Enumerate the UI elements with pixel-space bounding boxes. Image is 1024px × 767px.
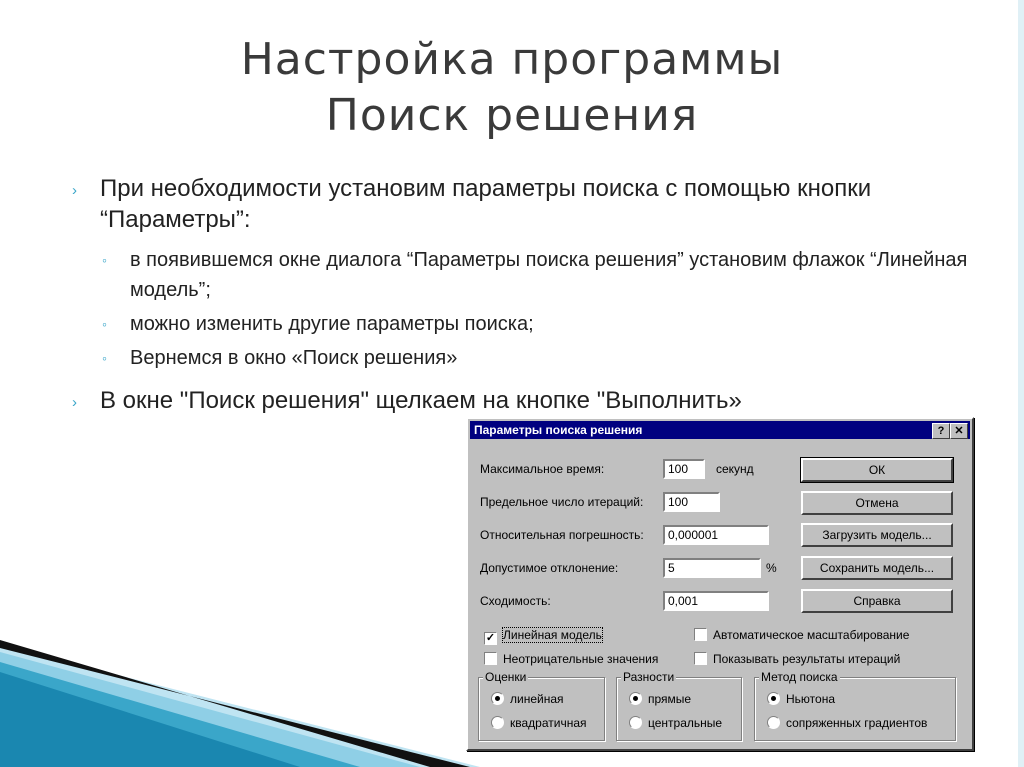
iterations-input[interactable]: 100: [663, 492, 720, 512]
subbullet-item-3: [72, 343, 972, 373]
radio-selected-icon: [491, 692, 504, 705]
derivatives-group-title: Разности: [623, 670, 675, 684]
linear-model-checkbox[interactable]: [484, 628, 602, 645]
method-newton-label: Ньютона: [786, 692, 835, 706]
bullet-arrow-icon: ›: [72, 394, 77, 411]
autoscale-label: Автоматическое масштабирование: [713, 628, 910, 642]
bullet-circle-icon: ◦: [102, 316, 107, 332]
linear-model-label: Линейная модель: [503, 628, 602, 642]
radio-selected-icon: [767, 692, 780, 705]
derivatives-central-radio[interactable]: [629, 716, 722, 730]
nonnegative-label: Неотрицательные значения: [503, 652, 659, 666]
method-conjugate-label: сопряженных градиентов: [786, 716, 928, 730]
cancel-button[interactable]: Отмена: [801, 491, 953, 515]
slide-title: [0, 32, 1024, 144]
max-time-input[interactable]: 100: [663, 459, 705, 479]
bullet-arrow-icon: ›: [72, 182, 77, 199]
bullet-list: [72, 173, 972, 426]
derivatives-central-label: центральные: [648, 716, 723, 730]
tolerance-label: Допустимое отклонение:: [480, 561, 619, 575]
dialog-titlebar: [470, 421, 970, 439]
radio-icon: [491, 716, 504, 729]
max-time-unit: секунд: [716, 462, 754, 476]
checkbox-icon: [694, 628, 707, 641]
estimates-quadratic-label: квадратичная: [510, 716, 587, 730]
subbullet-text-2: можно изменить другие параметры поиска;: [130, 313, 534, 335]
ok-button[interactable]: ОК: [801, 458, 953, 482]
precision-label: Относительная погрешность:: [480, 528, 644, 542]
show-iterations-checkbox[interactable]: [694, 652, 900, 666]
save-model-button[interactable]: Сохранить модель...: [801, 556, 953, 580]
bullet-item-2: [72, 385, 972, 416]
bullet-text-2: В окне "Поиск решения" щелкаем на кнопке "Выполнить»: [100, 387, 742, 414]
convergence-label: Сходимость:: [480, 594, 551, 608]
autoscale-checkbox[interactable]: [694, 628, 909, 642]
derivatives-group: [616, 670, 742, 741]
subbullet-text-1: в появившемся окне диалога “Параметры поиска решения” установим флажок “Линейная модель”;: [130, 249, 968, 301]
search-method-group: [754, 670, 956, 741]
title-line-2: Поиск решения: [325, 90, 699, 141]
method-conjugate-radio[interactable]: [767, 716, 927, 730]
help-button[interactable]: Справка: [801, 589, 953, 613]
checkbox-icon: [694, 652, 707, 665]
derivatives-forward-radio[interactable]: [629, 692, 691, 706]
method-newton-radio[interactable]: [767, 692, 835, 706]
estimates-quadratic-radio[interactable]: [491, 716, 587, 730]
convergence-input[interactable]: 0,001: [663, 591, 769, 611]
checkbox-icon: [484, 652, 497, 665]
show-iterations-label: Показывать результаты итераций: [713, 652, 901, 666]
estimates-linear-radio[interactable]: [491, 692, 564, 706]
subbullet-text-3: Вернемся в окно «Поиск решения»: [130, 347, 458, 369]
search-method-group-title: Метод поиска: [761, 670, 838, 684]
derivatives-forward-label: прямые: [648, 692, 692, 706]
estimates-group: [478, 670, 605, 741]
nonnegative-checkbox[interactable]: [484, 652, 658, 666]
radio-icon: [767, 716, 780, 729]
estimates-group-title: Оценки: [485, 670, 527, 684]
subbullet-item-2: [72, 309, 972, 339]
close-icon[interactable]: ✕: [950, 423, 968, 439]
title-line-1: Настройка программы: [240, 34, 784, 85]
estimates-linear-label: линейная: [510, 692, 564, 706]
iterations-label: Предельное число итераций:: [480, 495, 644, 509]
help-icon[interactable]: ?: [932, 423, 950, 439]
load-model-button[interactable]: Загрузить модель...: [801, 523, 953, 547]
tolerance-unit: %: [766, 561, 777, 575]
bullet-text-1: При необходимости установим параметры поиска с помощью кнопки “Параметры”:: [100, 175, 872, 233]
subbullet-item-1: [72, 245, 972, 305]
max-time-label: Максимальное время:: [480, 462, 605, 476]
solver-options-dialog: [466, 417, 974, 751]
checkmark-icon: ✓: [485, 632, 496, 644]
bullet-item-1: [72, 173, 972, 235]
bullet-circle-icon: ◦: [102, 350, 107, 366]
radio-icon: [629, 716, 642, 729]
bullet-circle-icon: ◦: [102, 252, 107, 268]
radio-selected-icon: [629, 692, 642, 705]
precision-input[interactable]: 0,000001: [663, 525, 769, 545]
tolerance-input[interactable]: 5: [663, 558, 761, 578]
dialog-title: Параметры поиска решения: [474, 423, 643, 437]
